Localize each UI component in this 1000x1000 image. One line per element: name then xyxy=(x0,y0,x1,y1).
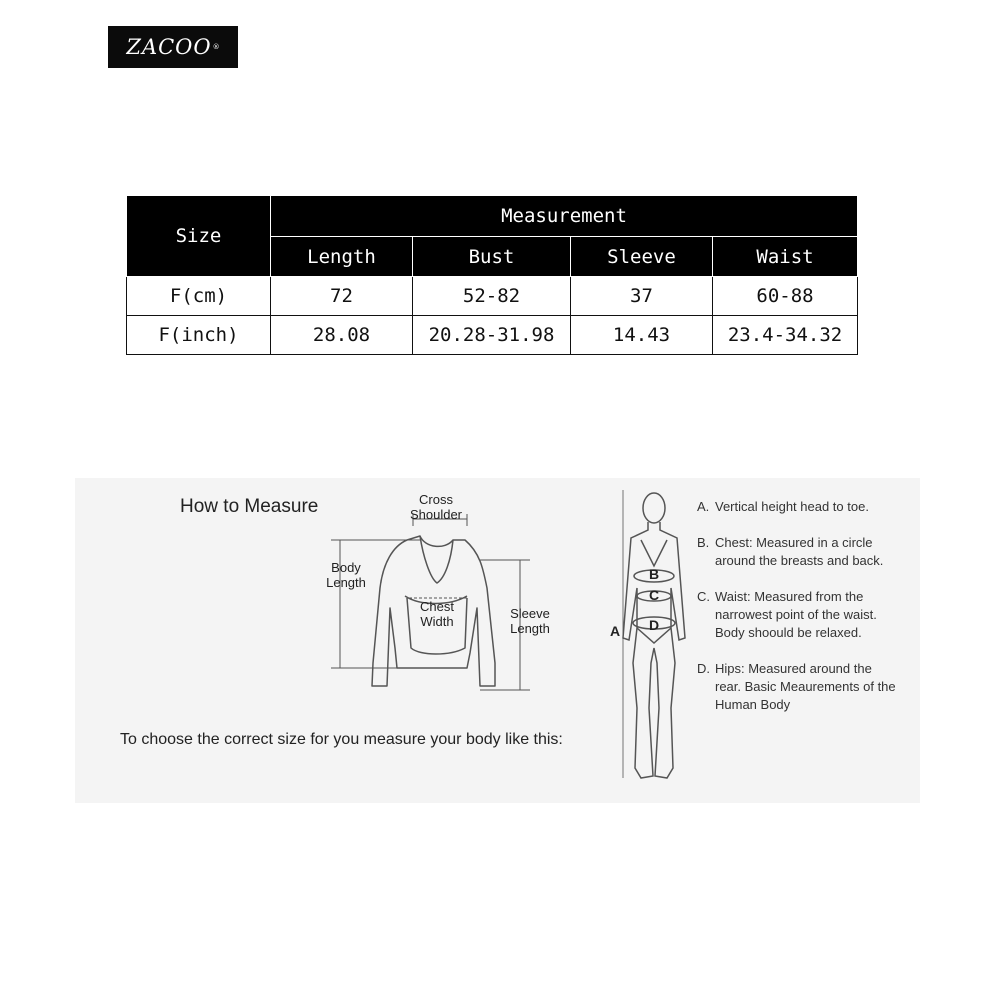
sleeve-length-label: Sleeve Length xyxy=(510,606,550,636)
chest-width-label: Chest Width xyxy=(420,599,454,629)
table-row xyxy=(127,277,858,316)
table-cell: 52-82 xyxy=(413,277,571,316)
brand-logo xyxy=(108,26,238,68)
column-header: Sleeve xyxy=(571,237,713,277)
table-cell: 60-88 xyxy=(713,277,858,316)
note-item: A. Vertical height head to toe. xyxy=(697,499,869,514)
registered-mark: ® xyxy=(212,43,220,51)
body-letter-c: C xyxy=(649,587,660,603)
note-item: D. Hips: Measured around the rear. Basic Meaurements of the Human Body xyxy=(697,661,896,712)
column-header: Length xyxy=(271,237,413,277)
table-cell: 37 xyxy=(571,277,713,316)
choose-size-instruction: To choose the correct size for you measure your body like this: xyxy=(120,731,563,748)
table-cell: 23.4-34.32 xyxy=(713,316,858,355)
column-header: Bust xyxy=(413,237,571,277)
table-row xyxy=(127,316,858,355)
row-size-label: F(inch) xyxy=(127,316,271,355)
size-header: Size xyxy=(127,196,271,277)
body-letter-d: D xyxy=(649,617,660,633)
body-letter-a: A xyxy=(610,623,621,639)
measurement-header: Measurement xyxy=(271,196,858,237)
note-item: B. Chest: Measured in a circle around the breasts and back. xyxy=(697,535,884,568)
body-length-label: Body Length xyxy=(326,560,366,590)
how-to-measure-panel xyxy=(75,478,920,803)
cross-shoulder-label: Cross Shoulder xyxy=(409,492,463,522)
table-cell: 20.28-31.98 xyxy=(413,316,571,355)
size-chart-table xyxy=(126,195,858,355)
row-size-label: F(cm) xyxy=(127,277,271,316)
table-cell: 28.08 xyxy=(271,316,413,355)
measurement-notes xyxy=(697,498,897,732)
table-cell: 72 xyxy=(271,277,413,316)
body-letter-b: B xyxy=(649,566,660,582)
note-item: C. Waist: Measured from the narrowest point of the waist. Body shoould be relaxed. xyxy=(697,589,877,640)
how-to-measure-title: How to Measure xyxy=(180,496,319,517)
table-cell: 14.43 xyxy=(571,316,713,355)
human-figure-illustration xyxy=(623,490,685,778)
column-header: Waist xyxy=(713,237,858,277)
brand-name: ZACOO xyxy=(126,35,212,59)
